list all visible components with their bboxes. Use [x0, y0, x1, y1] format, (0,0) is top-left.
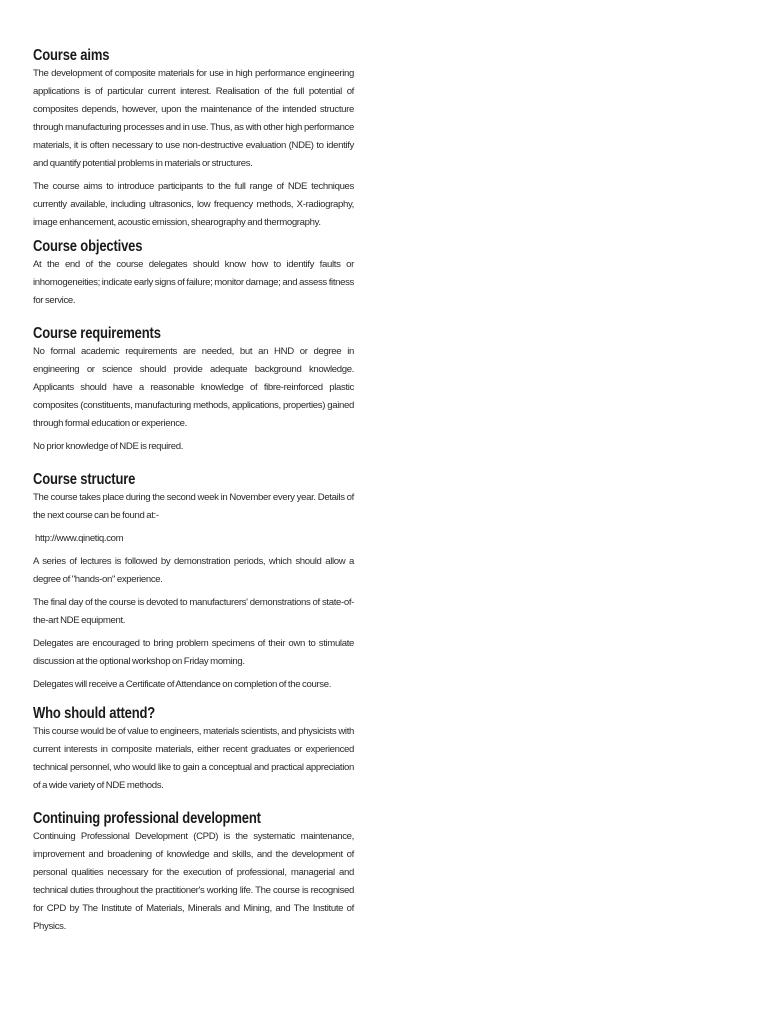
section-heading: Course aims	[33, 47, 110, 64]
paragraph: A series of lectures is followed by demonstration periods, which should allow a degree of "hands-on" experience.	[33, 556, 354, 585]
document-page	[33, 46, 354, 941]
section-course-aims	[33, 46, 354, 232]
paragraph: The final day of the course is devoted to manufacturers' demonstrations of state-of-the-art NDE equipment.	[33, 597, 354, 626]
section-course-requirements	[33, 324, 354, 456]
section-heading: Who should attend?	[33, 705, 156, 722]
section-heading: Course structure	[33, 471, 136, 488]
section-who-should-attend	[33, 704, 354, 795]
paragraph: The course aims to introduce participants to the full range of NDE techniques currently available, including ultrasonics, low frequency methods, X-radiography, image enhancement, acoustic emission, shearography and thermography.	[33, 181, 354, 228]
paragraph: Delegates will receive a Certificate of Attendance on completion of the course.	[33, 679, 332, 690]
paragraph: No formal academic requirements are needed, but an HND or degree in engineering or science should provide adequate background knowledge. Applicants should have a reasonable knowledge of fibre-reinforced plastic composites (constituents, manufacturing methods, applications, properties) gained through formal education or experience.	[33, 346, 354, 429]
paragraph: Delegates are encouraged to bring problem specimens of their own to stimulate discussion at the optional workshop on Friday morning.	[33, 638, 354, 667]
section-heading: Course requirements	[33, 325, 161, 342]
paragraph: No prior knowledge of NDE is required.	[33, 441, 184, 452]
section-course-objectives	[33, 237, 354, 310]
paragraph: At the end of the course delegates should know how to identify faults or inhomogeneities; indicate early signs of failure; monitor damage; and assess fitness for service.	[33, 259, 354, 306]
paragraph: The development of composite materials for use in high performance engineering applications is of particular current interest. Realisation of the full potential of composites depends, however, upon the maintenance of the intended structure through manufacturing processes and in use. Thus, as with other high performance materials, it is often necessary to use non-destructive evaluation (NDE) to identify and quantify potential problems in materials or structures.	[33, 68, 354, 169]
section-continuing-professional-development	[33, 809, 354, 936]
section-course-structure	[33, 470, 354, 694]
paragraph: This course would be of value to engineers, materials scientists, and physicists with current interests in composite materials, either recent graduates or experienced technical personnel, who would like to gain a conceptual and practical appreciation of a wide variety of NDE methods.	[33, 726, 354, 791]
section-heading: Course objectives	[33, 238, 143, 255]
section-heading: Continuing professional development	[33, 810, 261, 827]
paragraph: Continuing Professional Development (CPD) is the systematic maintenance, improvement and broadening of knowledge and skills, and the development of personal qualities necessary for the execution of professional, managerial and technical duties throughout the practitioner's working life. The course is recognised for CPD by The Institute of Materials, Minerals and Mining, and The Institute of Physics.	[33, 831, 354, 932]
course-url-link[interactable]: http://www.qinetiq.com	[35, 533, 124, 544]
paragraph: The course takes place during the second week in November every year. Details of the next course can be found at:-	[33, 492, 354, 521]
